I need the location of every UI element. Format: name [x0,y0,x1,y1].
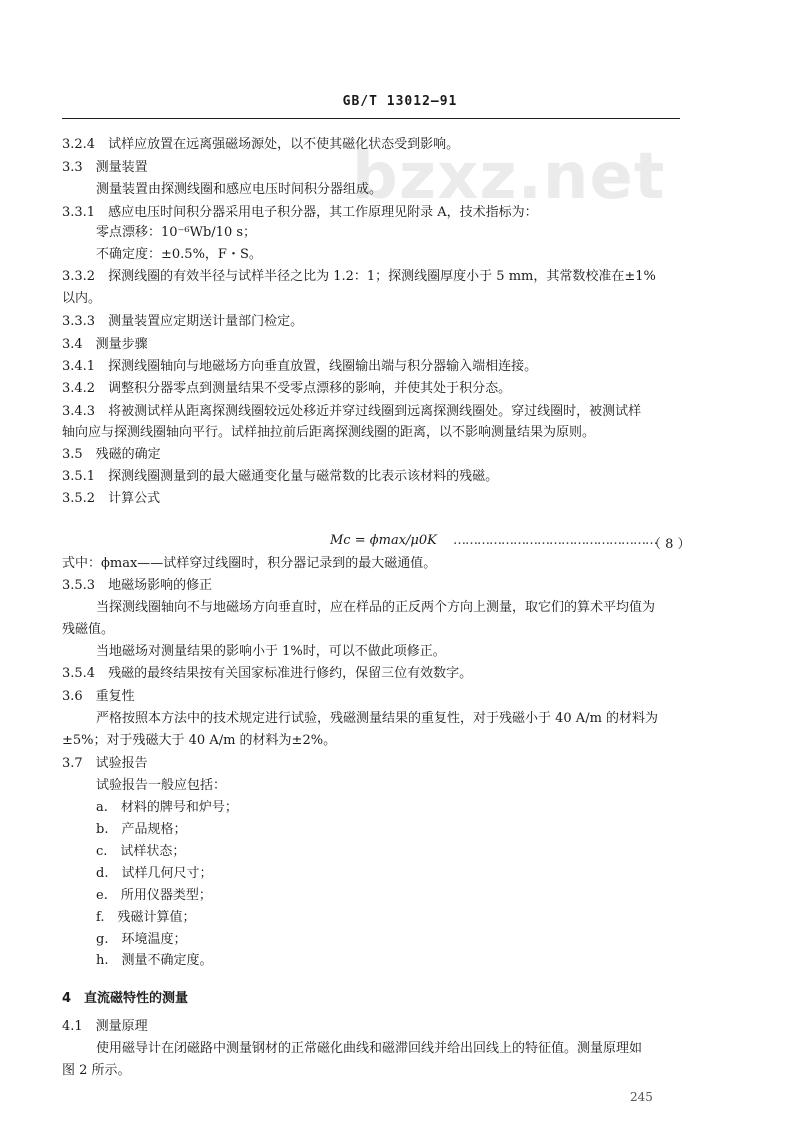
paragraph: 当地磁场对测量结果的影响小于 1%时，可以不做此项修正。 [96,644,446,659]
paragraph: 残磁值。 [62,622,115,637]
clause-3-5-2: 3.5.2 计算公式 [62,491,161,506]
paragraph: 轴向应与探测线圈轴向平行。试样抽拉前后距离探测线圈的距离，以不影响测量结果为原则。 [62,425,596,440]
header-rule [62,118,680,119]
document-header: GB/T 13012—91 [342,94,458,109]
paragraph: 当探测线圈轴向不与地磁场方向垂直时，应在样品的正反两个方向上测量，取它们的算术平均值为 [96,600,656,615]
formula-leader: …………………………………………… [453,533,657,548]
paragraph: 严格按照本方法中的技术规定进行试验，残磁测量结果的重复性，对于残磁小于 40 A/m 的材料为 [96,711,659,726]
formula-legend: 式中：ϕmax——试样穿过线圈时，积分器记录到的最大磁通值。 [62,556,437,571]
spec-uncertainty: 不确定度：±0.5%，F・S。 [96,247,262,262]
equation-number: （ 8 ） [648,537,691,552]
clause-3-5-1: 3.5.1 探测线圈测量到的最大磁通变化量与磁常数的比表示该材料的残磁。 [62,469,499,484]
paragraph: 测量装置由探测线圈和感应电压时间积分器组成。 [96,182,383,197]
watermark: bzxz.net [352,140,666,214]
clause-3-5-3: 3.5.3 地磁场影响的修正 [62,578,213,593]
heading-4-1: 4.1 测量原理 [62,1019,148,1034]
clause-3-2-4: 3.2.4 试样应放置在远离强磁场源处，以不使其磁化状态受到影响。 [62,137,460,152]
clause-3-3-1: 3.3.1 感应电压时间积分器采用电子积分器，其工作原理见附录 A，技术指标为： [62,205,538,220]
heading-3-5: 3.5 残磁的确定 [62,447,161,462]
heading-3-7: 3.7 试验报告 [62,756,148,771]
heading-3-6: 3.6 重复性 [62,689,135,704]
list-item: f. 残磁计算值； [96,910,196,925]
paragraph: 以内。 [62,291,102,306]
paragraph: 试验报告一般应包括： [96,778,227,793]
page-number: 245 [630,1090,653,1104]
list-item: d. 试样几何尺寸； [96,866,213,881]
clause-3-4-2: 3.4.2 调整积分器零点到测量结果不受零点漂移的影响，并使其处于积分态。 [62,381,512,396]
clause-3-5-4: 3.5.4 残磁的最终结果按有关国家标准进行修约，保留三位有效数字。 [62,666,473,681]
clause-3-3-3: 3.3.3 测量装置应定期送计量部门检定。 [62,314,304,329]
paragraph: ±5%；对于残磁大于 40 A/m 的材料为±2%。 [62,733,337,748]
spec-zero-drift: 零点漂移：10⁻⁶Wb/10 s； [96,225,257,240]
clause-3-3-2: 3.3.2 探测线圈的有效半径与试样半径之比为 1.2：1；探测线圈厚度小于 5 mm，其常数校准在±1% [62,269,656,284]
heading-3-3: 3.3 测量装置 [62,160,148,175]
paragraph: 使用磁导计在闭磁路中测量钢材的正常磁化曲线和磁滞回线并给出回线上的特征值。测量原理如 [96,1041,643,1056]
list-item: c. 试样状态； [96,844,186,859]
section-heading-4: 4 直流磁特性的测量 [62,991,189,1006]
list-item: e. 所用仪器类型； [96,888,212,903]
heading-3-4: 3.4 测量步骤 [62,337,148,352]
list-item: h. 测量不确定度。 [96,953,213,968]
list-item: g. 环境温度； [96,932,187,947]
clause-3-4-1: 3.4.1 探测线圈轴向与地磁场方向垂直放置，线圈输出端与积分器输入端相连接。 [62,359,538,374]
formula: Mc = ϕmax/μ0K [330,533,437,548]
list-item: b. 产品规格； [96,822,187,837]
paragraph: 图 2 所示。 [62,1063,131,1078]
clause-3-4-3: 3.4.3 将被测试样从距离探测线圈较远处移近并穿过线圈到远离探测线圈处。穿过线圈时，被测试样 [62,404,642,419]
list-item: a. 材料的牌号和炉号； [96,800,238,815]
